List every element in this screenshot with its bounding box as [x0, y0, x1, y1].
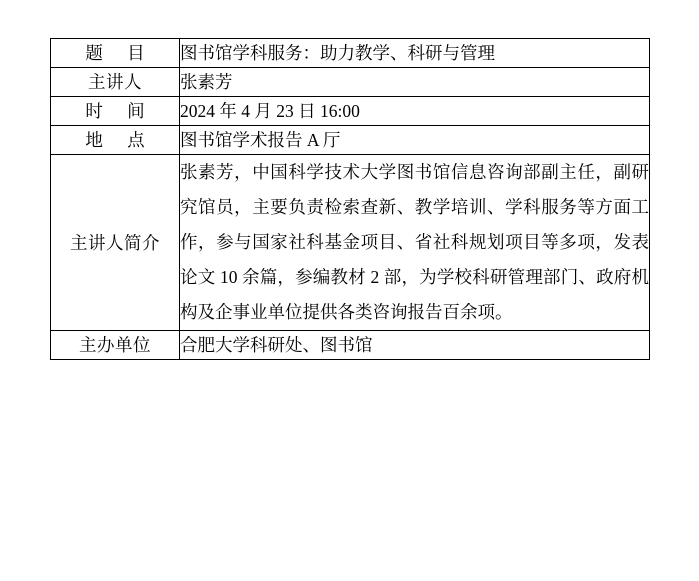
row-label-speaker-bio-text: 主讲人简介	[70, 232, 160, 253]
speaker-bio-text: 张素芳，中国科学技术大学图书馆信息咨询部副主任，副研究馆员，主要负责检索查新、教学培训、学科服务等方面工作，参与国家社科基金项目、省社科规划项目等多项，发表论文 10 余篇，参编教材 2 部，为学校科研管理部门、政府机构及企事业单位提供各类咨询报告百余项。	[180, 162, 649, 322]
row-value-speaker: 张素芳	[180, 68, 650, 97]
row-label-speaker	[51, 68, 180, 97]
row-label-organizer-text: 主办单位	[79, 335, 151, 355]
row-label-speaker-bio	[51, 155, 180, 331]
lecture-info-table-container	[50, 38, 650, 360]
table-row	[51, 331, 650, 360]
row-label-location-text: 地 点	[85, 130, 155, 150]
table-row	[51, 97, 650, 126]
row-value-speaker-bio	[180, 155, 650, 331]
row-label-organizer	[51, 331, 180, 360]
row-label-time-text: 时 间	[85, 101, 155, 121]
row-label-time	[51, 97, 180, 126]
table-row	[51, 68, 650, 97]
row-value-organizer: 合肥大学科研处、图书馆	[180, 331, 650, 360]
table-row	[51, 155, 650, 331]
row-value-time: 2024 年 4 月 23 日 16:00	[180, 97, 650, 126]
row-label-title-text: 题 目	[85, 43, 155, 63]
row-value-title: 图书馆学科服务：助力教学、科研与管理	[180, 39, 650, 68]
table-row	[51, 126, 650, 155]
row-label-title	[51, 39, 180, 68]
lecture-info-table	[50, 38, 650, 360]
row-label-speaker-text: 主讲人	[88, 72, 142, 92]
row-value-location: 图书馆学术报告 A 厅	[180, 126, 650, 155]
row-label-location	[51, 126, 180, 155]
table-row	[51, 39, 650, 68]
